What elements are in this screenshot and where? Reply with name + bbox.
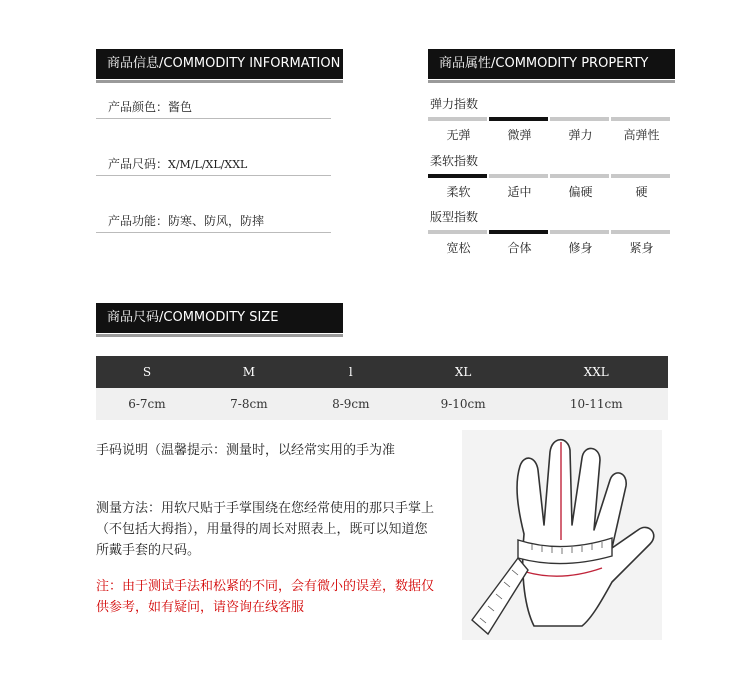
softness-bar: [428, 174, 672, 178]
softness-title: 柔软指数: [430, 154, 479, 168]
softness-option: 柔软: [446, 185, 471, 199]
softness-options: [428, 183, 672, 200]
fit-option: 修身: [568, 241, 593, 255]
fit-options: [428, 239, 672, 256]
elasticity-option: 无弹: [446, 128, 471, 142]
fit-option: 紧身: [629, 241, 654, 255]
indicator-segment: [428, 174, 487, 178]
size-col-header: l: [300, 356, 402, 388]
method-line: 测量方法：用软尺贴于手掌围绕在您经常使用的那只手掌上: [96, 501, 435, 516]
warning-note: [96, 576, 434, 618]
indicator-segment: [611, 117, 670, 121]
indicator-segment: [489, 230, 548, 234]
method-line: （不包括大拇指），用量得的周长对照表上，既可以知道您: [96, 522, 428, 537]
indicator-segment: [428, 230, 487, 234]
size-col-header: XL: [402, 356, 525, 388]
indicator-segment: [428, 117, 487, 121]
function-value: 防寒、防风，防摔: [168, 214, 265, 228]
size-cell: 8-9cm: [300, 388, 402, 420]
fit-title: 版型指数: [430, 210, 479, 224]
softness-option: 硬: [635, 185, 648, 199]
fit-option: 宽松: [446, 241, 471, 255]
size-row: [96, 152, 331, 176]
indicator-segment: [489, 174, 548, 178]
size-header: 商品尺码/COMMODITY SIZE: [96, 303, 343, 333]
size-col-header: M: [198, 356, 300, 388]
size-col-header: XXL: [524, 356, 668, 388]
indicator-segment: [611, 174, 670, 178]
function-label: 产品功能：: [108, 214, 169, 228]
warning-line: 注：由于测试手法和松紧的不同，会有微小的误差，数据仅: [96, 579, 435, 594]
info-header: 商品信息/COMMODITY INFORMATION: [96, 49, 343, 79]
softness-option: 偏硬: [568, 185, 593, 199]
elasticity-options: [428, 126, 672, 143]
elasticity-title: 弹力指数: [430, 97, 479, 111]
property-header: 商品属性/COMMODITY PROPERTY: [428, 49, 675, 79]
indicator-segment: [550, 174, 609, 178]
color-row: [96, 95, 331, 119]
size-cell: 9-10cm: [402, 388, 525, 420]
color-label: 产品颜色：: [108, 100, 169, 114]
measure-method: [96, 498, 434, 561]
elasticity-option: 高弹性: [623, 128, 660, 142]
size-cell: 7-8cm: [198, 388, 300, 420]
fit-bar: [428, 230, 672, 234]
indicator-segment: [550, 230, 609, 234]
size-note: 手码说明（温馨提示：测量时，以经常实用的手为准: [96, 443, 396, 458]
size-cell: 6-7cm: [96, 388, 198, 420]
function-row: [96, 209, 331, 233]
elasticity-bar: [428, 117, 672, 121]
method-line: 所戴手套的尺码。: [96, 543, 201, 558]
softness-option: 适中: [507, 185, 532, 199]
indicator-segment: [550, 117, 609, 121]
indicator-segment: [611, 230, 670, 234]
color-value: 酱色: [168, 100, 193, 114]
size-table: [96, 356, 668, 420]
elasticity-option: 弹力: [568, 128, 593, 142]
table-row: [96, 388, 668, 420]
size-value: X/M/L/XL/XXL: [168, 158, 248, 171]
fit-option: 合体: [507, 241, 532, 255]
hand-measure-illustration: [462, 430, 662, 640]
size-col-header: S: [96, 356, 198, 388]
size-table-header-row: [96, 356, 668, 388]
warning-line: 供参考，如有疑问，请咨询在线客服: [96, 600, 305, 615]
elasticity-option: 微弹: [507, 128, 532, 142]
indicator-segment: [489, 117, 548, 121]
size-cell: 10-11cm: [524, 388, 668, 420]
size-label: 产品尺码：: [108, 157, 169, 171]
